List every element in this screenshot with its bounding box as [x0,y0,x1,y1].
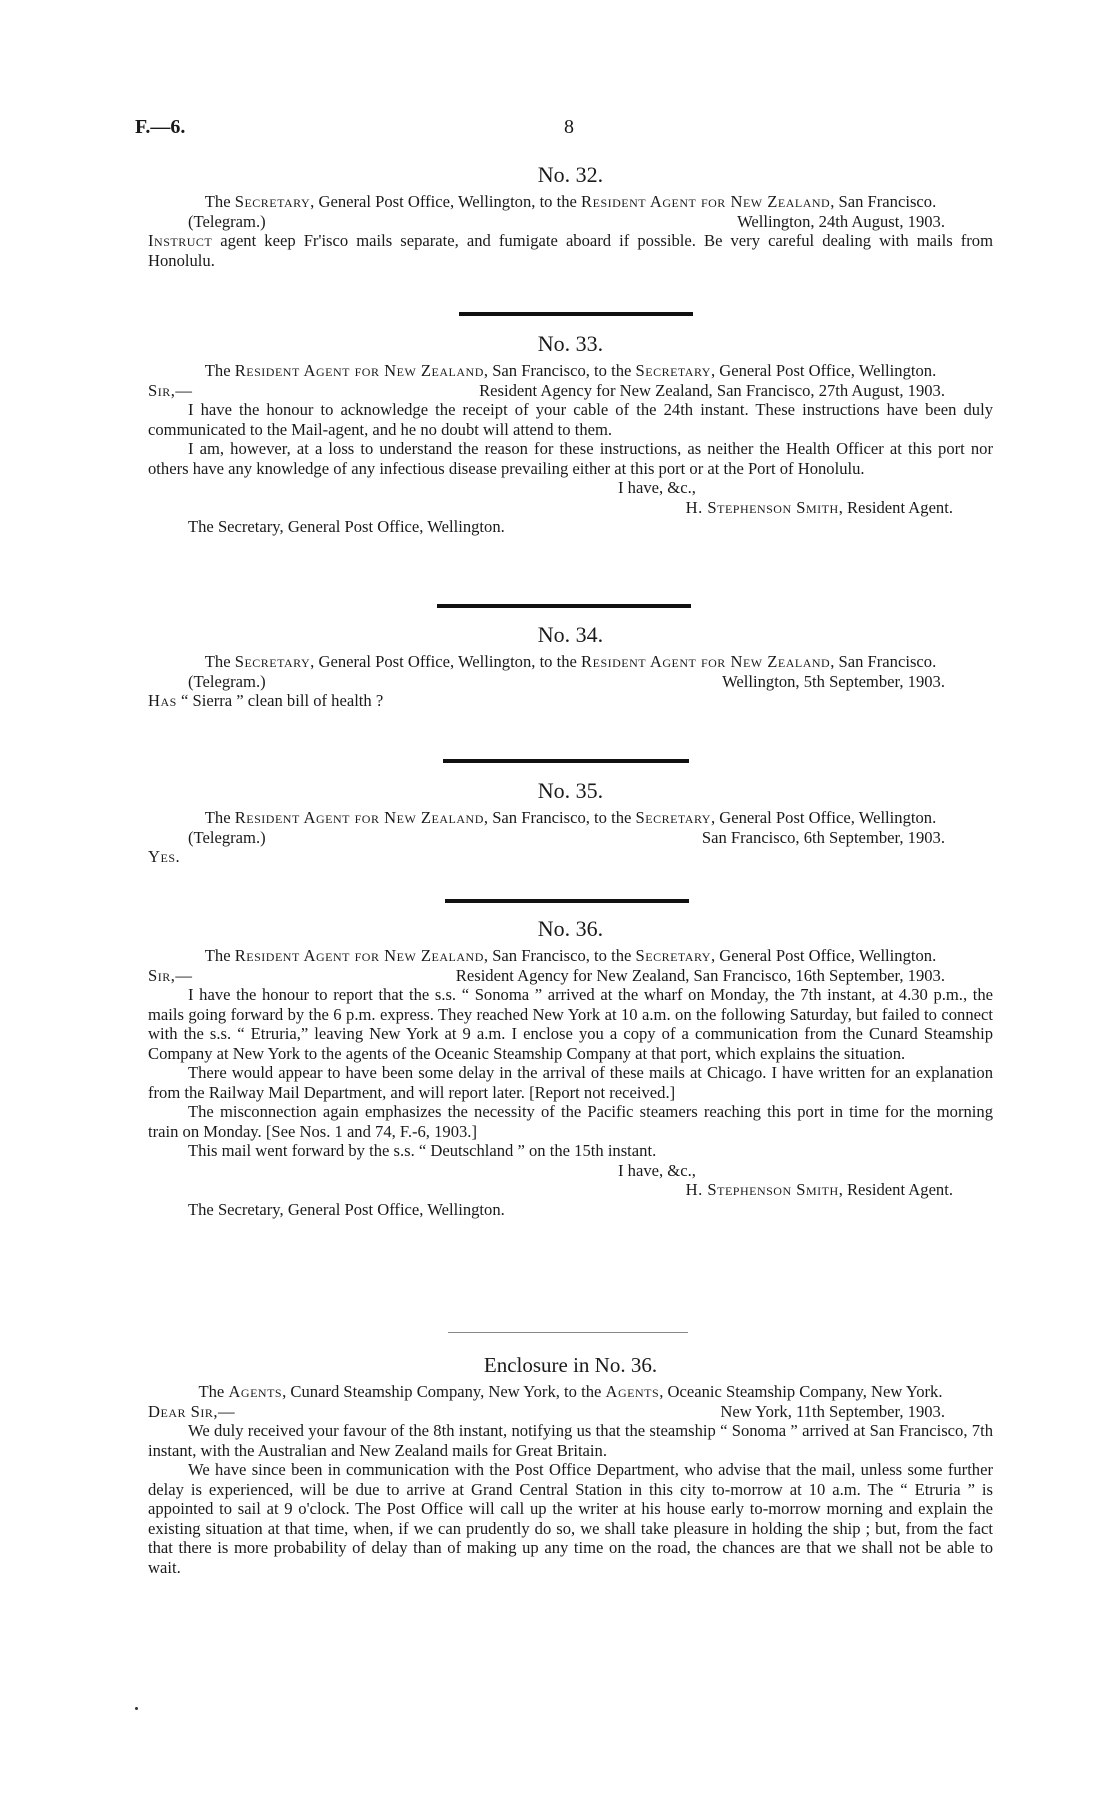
telegram-label: (Telegram.) [188,671,266,691]
dateline: New York, 11th September, 1903. [720,1401,945,1421]
letter-paragraph: I have the honour to report that the s.s. “ Sonoma ” arrived at the wharf on Monday, the 7th instant, at 4.30 p.m., the mails going forward by the 6 p.m. express. They reached New York at 10 a.m. on the following Saturday, but failed to connect with the s.s. “ Etruria,” leaving New York at 9 a.m. I enclose you a copy of a communication from the Cunard Steamship Company at New York to the agents of the Oceanic Steamship Company at that port, which explains the situation. [148,985,993,1063]
section-no-36 [148,916,993,1219]
letter-paragraph: We have since been in communication with the Post Office Department, who advise that the mail, unless some further delay is experienced, will be due to arrive at Grand Central Station in this city to-morrow at 10 a.m. The “ Etruria ” is appointed to sail at 9 o'clock. The Post Office will call up the writer at his house early to-morrow morning and explain the existing situation at that time, when, if we can prudently do so, we shall take pleasure in holding the ship ; but, from the fact that there is more probability of delay than of making up any time on the road, the chances are that we shall not be able to wait. [148,1460,993,1577]
section-title: No. 32. [537,162,604,187]
letter-paragraph: I have the honour to acknowledge the receipt of your cable of the 24th instant. These instructions have been duly communicated to the Mail-agent, and he no doubt will attend to them. [148,400,993,439]
letter-paragraph: The misconnection again emphasizes the necessity of the Pacific steamers reaching this port in time for the morning train on Monday. [See Nos. 1 and 74, F.-6, 1903.] [148,1102,993,1141]
series-label: F.—6. [135,116,186,138]
closing: I have, &c., [618,1160,696,1180]
section-no-33 [148,331,993,537]
salutation-line [148,1402,993,1422]
salutation: Dear Sir,— [148,1401,236,1421]
section-title: No. 33. [537,331,604,356]
salutation: Sir,— [148,965,193,985]
addressee: The Secretary, General Post Office, Wellington. [188,517,505,536]
letter-paragraph: I am, however, at a loss to understand the reason for these instructions, as neither the Health Officer at this port nor others have any knowledge of any infectious disease prevailing either at this port or at the Port of Honolulu. [148,439,993,478]
section-routing: The Resident Agent for New Zealand, San Francisco, to the Secretary, General Post Office, Wellington. [204,361,937,380]
dateline: Wellington, 24th August, 1903. [737,211,945,231]
dateline: Resident Agency for New Zealand, San Francisco, 27th August, 1903. [479,380,945,400]
section-title: No. 34. [537,622,604,647]
telegram-label: (Telegram.) [188,827,266,847]
section-routing: The Secretary, General Post Office, Wellington, to the Resident Agent for New Zealand, San Francisco. [204,652,937,671]
section-divider [437,604,691,608]
dateline: Resident Agency for New Zealand, San Francisco, 16th September, 1903. [455,965,945,985]
salutation-line [148,381,993,401]
section-no-32 [148,162,993,270]
telegram-label: (Telegram.) [188,211,266,231]
salutation-line [148,966,993,986]
telegram-line [148,672,993,692]
closing: I have, &c., [618,478,696,497]
section-routing: The Secretary, General Post Office, Wellington, to the Resident Agent for New Zealand, San Francisco. [204,192,937,211]
telegram-line [148,828,993,848]
message-body: Instruct agent keep Fr'isco mails separate, and fumigate aboard if possible. Be very careful dealing with mails from Honolulu. [148,231,993,270]
section-title: Enclosure in No. 36. [483,1353,658,1377]
section-routing: The Agents, Cunard Steamship Company, New York, to the Agents, Oceanic Steamship Company, New York. [198,1382,943,1401]
stray-mark [135,1707,138,1710]
section-enclosure [148,1352,993,1577]
signature: H. Stephenson Smith, Resident Agent. [685,497,953,517]
message-body: Has “ Sierra ” clean bill of health ? [148,691,384,710]
section-routing: The Resident Agent for New Zealand, San Francisco, to the Secretary, General Post Office, Wellington. [204,946,937,965]
section-title: No. 36. [537,916,604,941]
letter-paragraph: This mail went forward by the s.s. “ Deutschland ” on the 15th instant. [188,1141,657,1160]
section-no-35 [148,778,993,867]
signature: H. Stephenson Smith, Resident Agent. [685,1180,953,1199]
dateline: San Francisco, 6th September, 1903. [701,827,945,847]
salutation: Sir,— [148,380,193,400]
section-no-34 [148,622,993,711]
section-divider [445,899,689,903]
section-divider [459,312,693,316]
addressee: The Secretary, General Post Office, Wellington. [188,1199,505,1219]
message-body: Yes. [148,847,180,866]
telegram-line [148,212,993,232]
page-number: 8 [564,116,574,138]
dateline: Wellington, 5th September, 1903. [722,671,945,691]
section-title: No. 35. [537,778,604,803]
letter-paragraph: We duly received your favour of the 8th instant, notifying us that the steamship “ Sonoma ” arrived at San Francisco, 7th instant, with the Australian and New Zealand mails for Great Britain. [148,1421,993,1460]
section-routing: The Resident Agent for New Zealand, San Francisco, to the Secretary, General Post Office, Wellington. [204,808,937,827]
section-divider [448,1332,688,1333]
section-divider [443,759,689,763]
letter-paragraph: There would appear to have been some delay in the arrival of these mails at Chicago. I have written for an explanation from the Railway Mail Department, and will report later. [Report not received.] [148,1063,993,1102]
